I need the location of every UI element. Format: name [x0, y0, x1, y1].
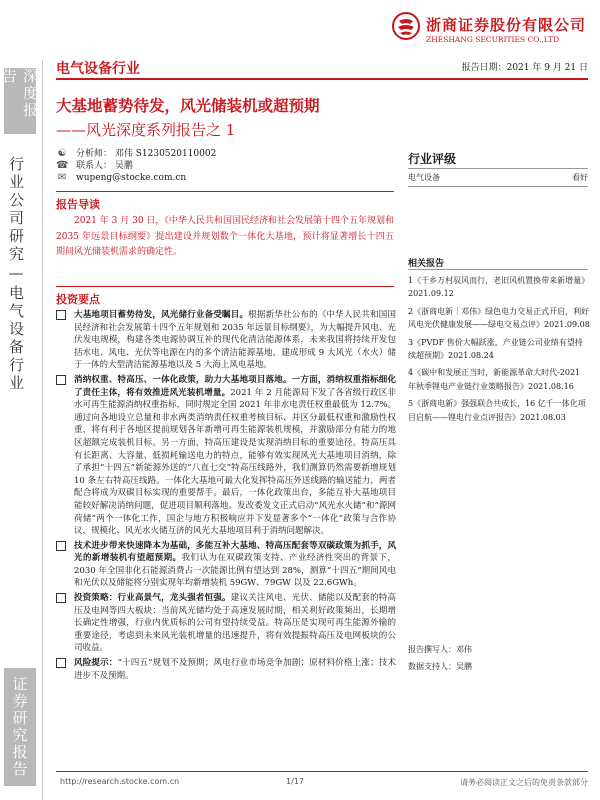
checkbox-icon: [56, 310, 66, 320]
company-name-cn: 浙商证券股份有限公司: [426, 16, 587, 34]
point-bold: 大基地项目蓄势待发，风光储行业备受瞩目。: [74, 310, 249, 320]
sector-label: 电气设备行业: [56, 61, 140, 77]
point-bold: 风险提示：: [74, 658, 118, 669]
sidebar-divider: [42, 60, 43, 800]
lead-heading: 报告导读: [56, 198, 100, 211]
authors-block: [408, 641, 472, 675]
section-divider: [56, 191, 394, 192]
report-category-box: 证券研究报告: [4, 668, 36, 786]
checkbox-icon: [56, 658, 66, 668]
checkbox-icon: [56, 593, 66, 603]
list-item: [56, 374, 396, 538]
investment-points-list: [56, 309, 396, 684]
list-item: [56, 309, 396, 372]
left-sidebar: [0, 60, 44, 800]
contact-row: [56, 160, 216, 172]
related-report-item[interactable]: 1《千乡万村驭风而行，老旧风机置换带来新增量》2021.09.12: [408, 276, 590, 299]
point-bold: 投资策略：行业高景气，龙头强者恒强。: [74, 593, 231, 604]
zheshang-logo-icon: [392, 12, 420, 40]
email-row: [56, 172, 216, 184]
related-reports-heading: 相关报告: [408, 259, 445, 269]
point-bold: 消纳权重、特高压、一体化政策，助力大基地项目落地。一方面，消纳权重指标细化了责任主体，将有效推进风光装机增量。: [74, 374, 396, 398]
page-number: 1/17: [286, 777, 304, 786]
sidebar-vertical-title: 行业公司研究—电气设备行业: [7, 156, 25, 393]
related-report-item[interactable]: 4《碳中和发展正当时，新能源革命大时代-2021 年秋季锂电产业链行业策略报告》2021.08.16: [408, 368, 581, 391]
report-title: 大基地蓄势待发，风光储装机或超预期: [56, 97, 320, 115]
list-item: [56, 592, 396, 655]
footer-disclaimer: 请务必阅读正文之后的免责条款部分: [460, 778, 588, 787]
point-text: 2021 年 2 月能源局下发了各省级行政区非水可再生能源消纳权重指标，同时规定全国 2021 年非水电责任权重最低为 12.7%。通过向各地设立总量和非水两类消纳责任权重考核目标、并区分最低权重和激励性权重，将有利于各地区提前规划各年新增可再生能源装机规模，并激励部分有能力的地区超额完成装机目标。另一方面，特高压建设是实现消纳目标的重要途径。特高压具有长距离、大容量、低损耗输送电力的特点，能够有效实现风光大基地项目消纳，除了承担“十四五”新能源外送的“八直七交”特高压线路外，我们测算仍然需要新增规划 10 条左右特高压线路。一体化大基地可最大化发挥特高压外送线路的输送能力，两者配合将成为双碳目标实现的重要帮手。最后，一体化政策出台，多能互补大基地项目能较好解决消纳问题，促进项目顺利落地。发改委发文正式启动“风光水火储”和“源网荷储”两个一体化工作，国企与地方积极响应并下发显著多个“一体化”政策与合作协议，规模化、风光水火储互济的风光大基地项目利于消纳问题解决。: [74, 387, 396, 537]
person-icon: ☯: [57, 148, 67, 159]
rating-row: [408, 172, 588, 183]
report-date: 报告日期：2021 年 9 月 21 日: [461, 63, 588, 73]
phone-icon: ☎: [56, 160, 69, 171]
section-divider: [56, 286, 394, 287]
points-heading: 投资要点: [56, 293, 100, 306]
report-type-box: 深度报告: [4, 68, 36, 134]
related-report-item[interactable]: 5《浙商电新》强强联合共成长，16 亿千一体化项目启航——锂电行业点评报告》2021.08.03: [408, 399, 586, 422]
point-bold: 技术进步带来快速降本为基础，多能互补大基地、特高压配套等双碳政策为抓手，风光的新增装机有望超预期。: [74, 540, 396, 564]
rating-heading: 行业评级: [408, 152, 457, 166]
related-report-item[interactable]: 3《PVDF 售价大幅跃涨，产业链公司业绩有望持续超预期》2021.08.24: [408, 337, 583, 361]
related-reports-list: [408, 274, 590, 428]
checkbox-icon: [56, 375, 66, 385]
list-item: [56, 657, 396, 682]
header-divider: [56, 78, 588, 80]
checkbox-icon: [56, 541, 66, 551]
list-item: [56, 540, 396, 590]
email-icon: ✉: [57, 172, 67, 183]
report-subtitle: ——风光深度系列报告之 1: [56, 121, 236, 139]
related-report-item[interactable]: 2《浙商电新｜邓伟》绿色电力交易正式开启，利好风电光伏健康发展——绿电交易点评》2021.09.08: [408, 306, 590, 330]
email-address[interactable]: wupeng@stocke.com.cn: [76, 173, 187, 183]
footer-url[interactable]: http://research.stocke.com.cn: [60, 777, 180, 786]
point-text: 我们认为在双碳政策支持、产业经济性突出的背景下，2030 年全国非化石能源消费占一次能源比例有望达到 28%，测算“十四五”期间风电和光伏以及储能将分别实现年均新增装机 59GW、79GW 以及 22.6GWh。: [74, 553, 396, 589]
data-support: 数据支持人：吴鹏: [408, 662, 472, 671]
point-text: 建议关注风电、光伏、储能以及配套的特高压及电网等四大板块：当前风光储均处于高速发展时期，相关利好政策频出，长期增长确定性增强，行业内优质标的公司有望持续受益。特高压是实现可再生能源外输的重要途径，考虑到未来风光装机增量的迅速提升，将有效提振特高压及电网板块的公司收益。: [74, 593, 396, 654]
rating-divider: [408, 168, 588, 169]
company-logo: [392, 8, 592, 52]
report-writer: 报告撰写人：邓伟: [408, 645, 472, 654]
lead-paragraph: 2021 年 3 月 30 日，《中华人民共和国国民经济和社会发展第十四个五年规划和 2035 年远景目标纲要》提出建设并规划数个一体化大基地，预计将显著增长十四五期间风光储装机需求的确定性。: [56, 216, 394, 257]
point-text: “十四五”规划不及预期；风电行业市场竞争加剧；原材料价格上涨；技术进步不及预期。: [74, 658, 396, 681]
company-name-en: ZHESHANG SECURITIES CO.,LTD: [426, 35, 560, 44]
analyst-block: [56, 148, 216, 184]
analyst-name: 分析师： 邓伟 S1230520110002: [76, 149, 217, 159]
related-divider: [408, 269, 588, 270]
rating-sector: 电气设备: [408, 173, 440, 182]
rating-divider: [408, 186, 588, 187]
analyst-row: [56, 148, 216, 160]
point-text: 根据新华社公布的《中华人民共和国国民经济和社会发展第十四个五年规划和 2035 年远景目标纲要》，为大幅提升风电、光伏发电规模，构建各类电源协调互补的现代化清洁能源体系，未来我国将持续开发包括水电、风电、光伏等电源在内的多个清洁能源基地，建成形成 9 大风光（水火）储于一体的大型清洁能源基地以及 5 大海上风电基地。: [74, 310, 396, 371]
footer-divider: [56, 771, 588, 772]
contact-name: 联系人： 吴鹏: [76, 161, 133, 171]
rating-value: 看好: [572, 173, 588, 182]
